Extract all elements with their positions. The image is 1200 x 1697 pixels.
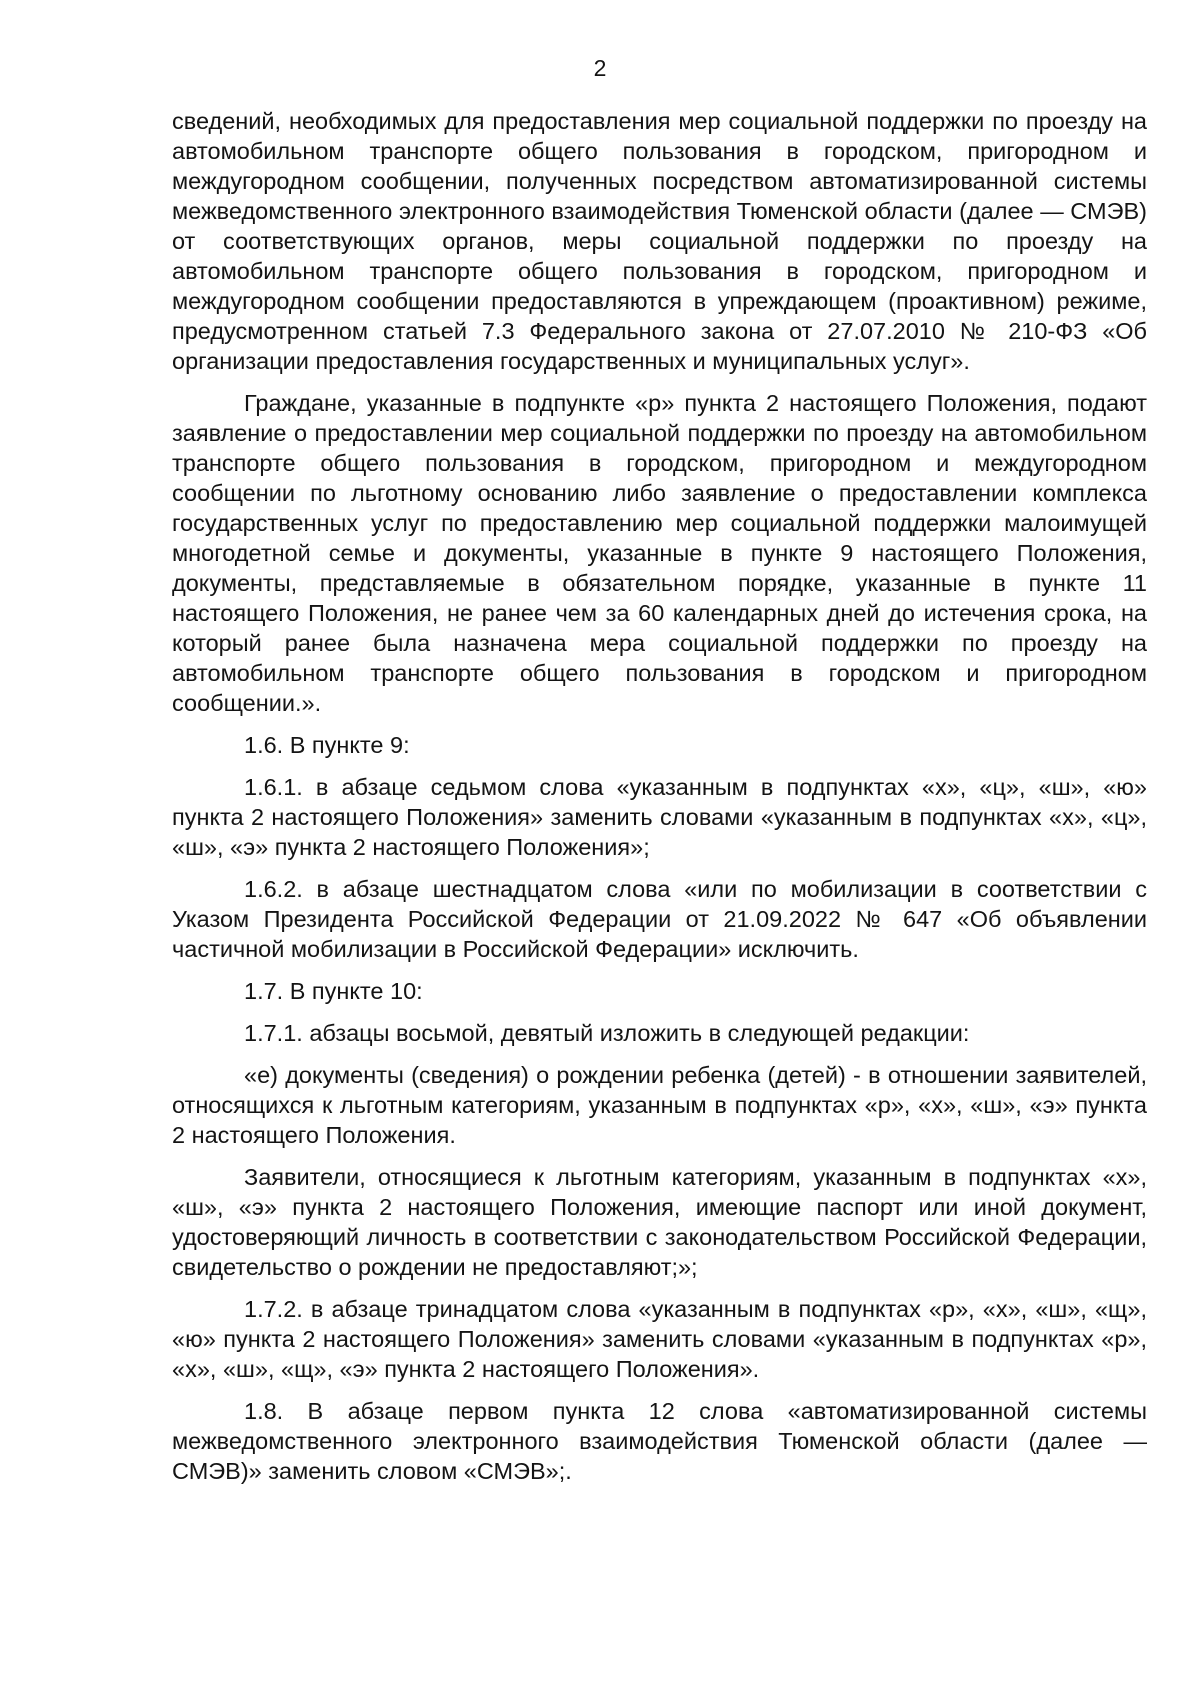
document-body xyxy=(172,106,1147,1498)
clause-1-6-1: 1.6.1. в абзаце седьмом слова «указанным в подпунктах «х», «ц», «ш», «ю» пункта 2 настоящего Положения» заменить словами «указанным в подпунктах «х», «ц», «ш», «э» пункта 2 настоящего Положения»; xyxy=(172,774,1147,860)
clause-1-8: 1.8. В абзаце первом пункта 12 слова «автоматизированной системы межведомственного электронного взаимодействия Тюменской области (далее — СМЭВ)» заменить словом «СМЭВ»;. xyxy=(172,1398,1147,1484)
clause-1-6-heading: 1.6. В пункте 9: xyxy=(244,732,410,758)
clause-1-7-2: 1.7.2. в абзаце тринадцатом слова «указанным в подпунктах «р», «х», «ш», «щ», «ю» пункта 2 настоящего Положения» заменить словами «указанным в подпунктах «р», «х», «ш», «щ», «э» пункта 2 настоящего Положения». xyxy=(172,1296,1147,1382)
paragraph-citizens: Граждане, указанные в подпункте «р» пункта 2 настоящего Положения, подают заявление о предоставлении мер социальной поддержки по проезду на автомобильном транспорте общего пользования в городском, пригородном и междугородном сообщении по льготному основанию либо заявление о предоставлении комплекса государственных услуг по предоставлению мер социальной поддержки малоимущей многодетной семье и документы, указанные в пункте 9 настоящего Положения, документы, представляемые в обязательном порядке, указанные в пункте 11 настоящего Положения, не ранее чем за 60 календарных дней до истечения срока, на который ранее была назначена мера социальной поддержки по проезду на автомобильном транспорте общего пользования в городском и пригородном сообщении.». xyxy=(172,390,1147,716)
page-number: 2 xyxy=(593,55,607,81)
paragraph-applicants: Заявители, относящиеся к льготным категориям, указанным в подпунктах «х», «ш», «э» пункта 2 настоящего Положения, имеющие паспорт или иной документ, удостоверяющий личность в соответствии с законодательством Российской Федерации, свидетельство о рождении не предоставляют;»; xyxy=(172,1164,1147,1280)
clause-1-7-1: 1.7.1. абзацы восьмой, девятый изложить в следующей редакции: xyxy=(244,1020,970,1046)
quoted-item-e: «е) документы (сведения) о рождении ребенка (детей) - в отношении заявителей, относящихся к льготным категориям, указанным в подпунктах «р», «х», «ш», «э» пункта 2 настоящего Положения. xyxy=(172,1062,1147,1148)
clause-1-7-heading: 1.7. В пункте 10: xyxy=(244,978,423,1004)
paragraph-continuation: сведений, необходимых для предоставления мер социальной поддержки по проезду на автомобильном транспорте общего пользования в городском, пригородном и междугородном сообщении, полученных посредством автоматизированной системы межведомственного электронного взаимодействия Тюменской области (далее — СМЭВ) от соответствующих органов, меры социальной поддержки по проезду на автомобильном транспорте общего пользования в городском, пригородном и междугородном сообщении предоставляются в упреждающем (проактивном) режиме, предусмотренном статьей 7.3 Федерального закона от 27.07.2010 № 210-ФЗ «Об организации предоставления государственных и муниципальных услуг». xyxy=(172,108,1147,374)
clause-1-6-2: 1.6.2. в абзаце шестнадцатом слова «или по мобилизации в соответствии с Указом Президента Российской Федерации от 21.09.2022 № 647 «Об объявлении частичной мобилизации в Российской Федерации» исключить. xyxy=(172,876,1147,962)
